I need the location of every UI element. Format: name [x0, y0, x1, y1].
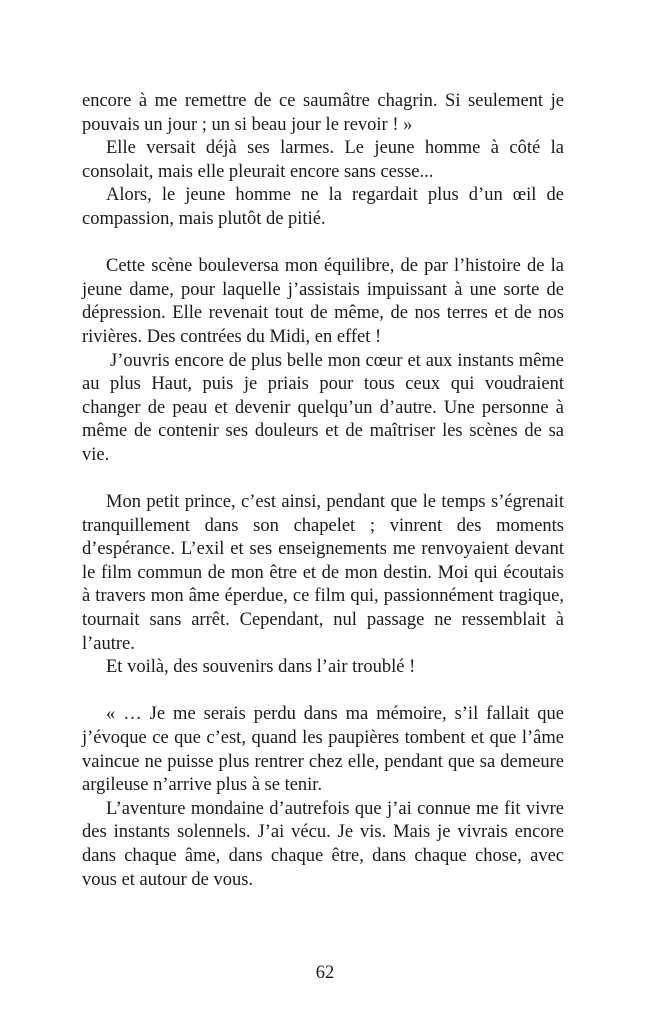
paragraph: Cette scène bouleversa mon équilibre, de par l’histoire de la jeune dame, pour laquelle j’assistais impuissant à une sorte de dépression. Elle revenait tout de même, de nos terres et de nos rivières. Des contrées du Midi, en effet !	[82, 256, 564, 347]
paragraph: J’ouvris encore de plus belle mon cœur et aux instants même au plus Haut, puis je priais pour tous ceux qui voudraient changer de peau et devenir quelqu’un d’autre. Une personne à même de contenir ses douleurs et de maîtriser les scènes de sa vie.	[82, 350, 564, 465]
page-text	[82, 90, 564, 892]
text-block-3	[82, 491, 564, 680]
paragraph: Alors, le jeune homme ne la regardait plus d’un œil de compassion, mais plutôt de pitié.	[82, 185, 564, 229]
paragraph: Mon petit prince, c’est ainsi, pendant que le temps s’égrenait tranquillement dans son chapelet ; vinrent des moments d’espérance. L’exil et ses enseignements me renvoyaient devant le film commun de mon être et de mon destin. Moi qui écoutais à travers mon âme éperdue, ce film qui, passionnément tragique, tournait sans arrêt. Cependant, nul passage ne ressemblait à l’autre.	[82, 492, 564, 654]
paragraph: encore à me remettre de ce saumâtre chagrin. Si seulement je pouvais un jour ; un si beau jour le revoir ! »	[82, 91, 564, 135]
paragraph: Et voilà, des souvenirs dans l’air troublé !	[106, 657, 416, 678]
text-block-4	[82, 703, 564, 892]
text-block-2	[82, 255, 564, 467]
paragraph: Elle versait déjà ses larmes. Le jeune homme à côté la consolait, mais elle pleurait encore sans cesse...	[82, 138, 564, 182]
paragraph: « … Je me serais perdu dans ma mémoire, s’il fallait que j’évoque ce que c’est, quand les paupières tombent et que l’âme vaincue ne puisse plus rentrer chez elle, pendant que sa demeure argileuse n’arrive plus à se tenir.	[82, 704, 564, 796]
paragraph: L’aventure mondaine d’autrefois que j’ai connue me fit vivre des instants solennels. J’ai vécu. Je vis. Mais je vivrais encore dans chaque âme, dans chaque être, dans chaque chose, avec vous et autour de vous.	[82, 798, 564, 890]
page-number: 62	[315, 963, 335, 983]
text-block-1	[82, 90, 564, 232]
